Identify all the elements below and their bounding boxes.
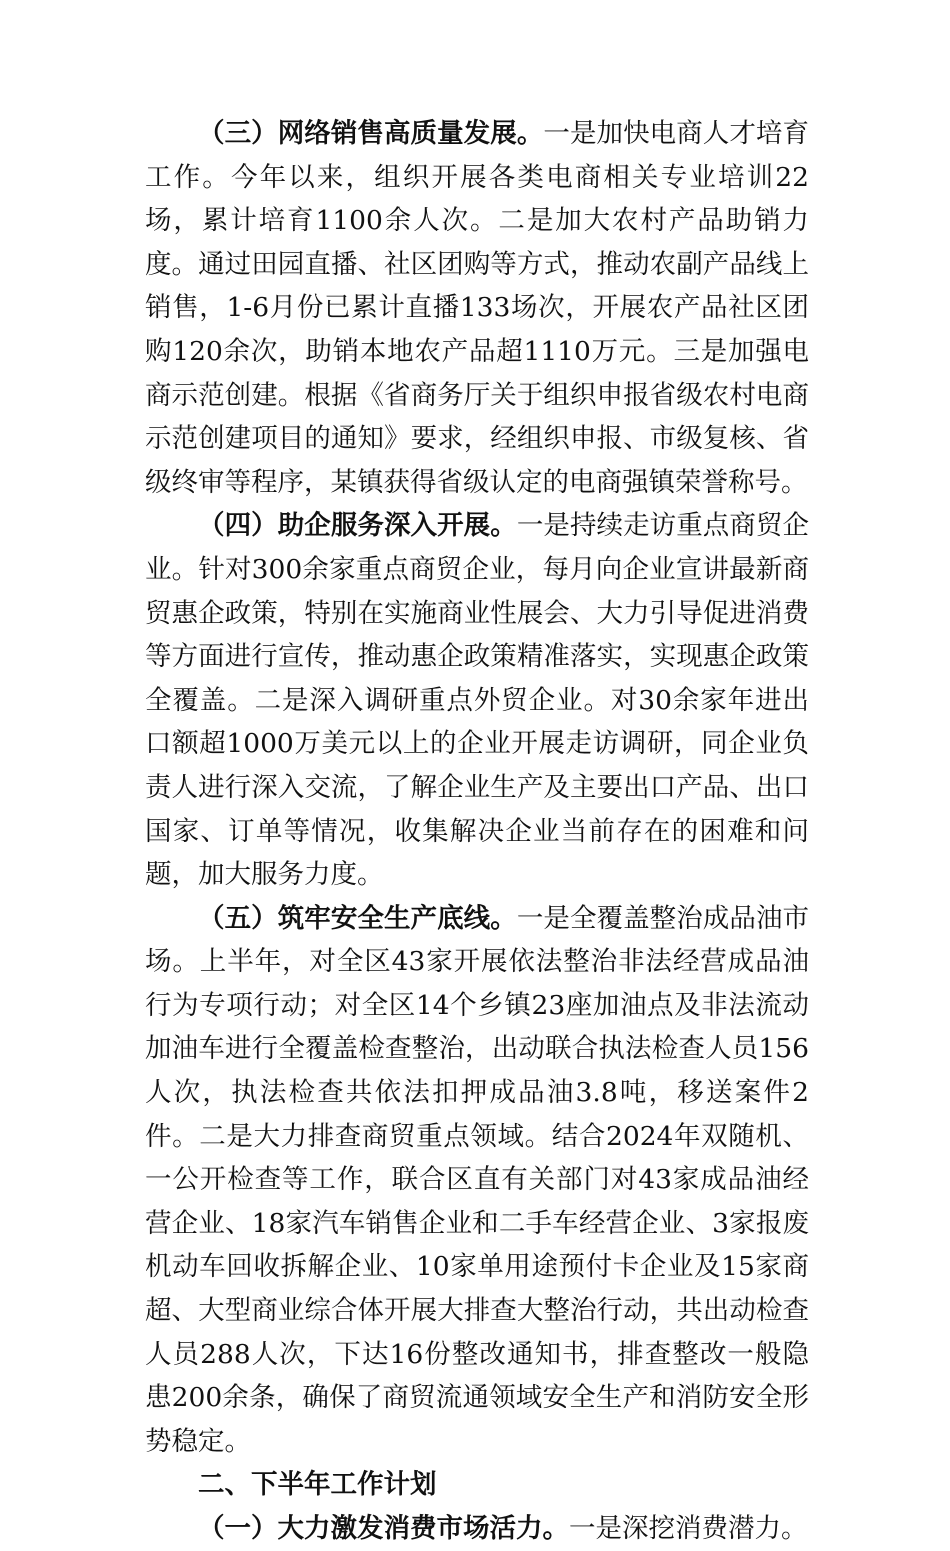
- paragraph-body: 一是深挖消费潜力。: [569, 1513, 808, 1544]
- paragraph-lead: （三）网络销售高质量发展。: [198, 118, 544, 149]
- paragraph-consumption-market: [145, 1507, 809, 1551]
- paragraph-enterprise-service: [145, 504, 809, 896]
- paragraph-body: 一是加快电商人才培育工作。今年以来，组织开展各类电商相关专业培训22场，累计培育1100余人次。二是加大农村产品助销力度。通过田园直播、社区团购等方式，推动农副产品线上销售，1-6月份已累计直播133场次，开展农产品社区团购120余次，助销本地农产品超1110万元。三是加强电商示范创建。根据《省商务厅关于组织申报省级农村电商示范创建项目的通知》要求，经组织申报、市级复核、省级终审等程序，某镇获得省级认定的电商强镇荣誉称号。: [145, 118, 810, 498]
- paragraph-body: 一是全覆盖整治成品油市场。上半年，对全区43家开展依法整治非法经营成品油行为专项行动；对全区14个乡镇23座加油点及非法流动加油车进行全覆盖检查整治，出动联合执法检查人员156人次，执法检查共依法扣押成品油3.8吨，移送案件2件。二是大力排查商贸重点领域。结合2024年双随机、一公开检查等工作，联合区直有关部门对43家成品油经营企业、18家汽车销售企业和二手车经营企业、3家报废机动车回收拆解企业、10家单用途预付卡企业及15家商超、大型商业综合体开展大排查大整治行动，共出动检查人员288人次，下达16份整改通知书，排查整改一般隐患200余条，确保了商贸流通领域安全生产和消防安全形势稳定。: [145, 902, 810, 1457]
- paragraph-lead: （一）大力激发消费市场活力。: [198, 1513, 569, 1544]
- paragraph-body: 一是持续走访重点商贸企业。针对300余家重点商贸企业，每月向企业宣讲最新商贸惠企政策，特别在实施商业性展会、大力引导促进消费等方面进行宣传，推动惠企政策精准落实，实现惠企政策全覆盖。二是深入调研重点外贸企业。对30余家年进出口额超1000万美元以上的企业开展走访调研，同企业负责人进行深入交流，了解企业生产及主要出口产品、出口国家、订单等情况，收集解决企业当前存在的困难和问题，加大服务力度。: [145, 510, 810, 891]
- document-page: [145, 112, 809, 1551]
- paragraph-safety-production: [145, 897, 809, 1464]
- section-heading: 二、下半年工作计划: [198, 1469, 437, 1501]
- paragraph-lead: （五）筑牢安全生产底线。: [198, 902, 517, 934]
- paragraph-lead: （四）助企服务深入开展。: [198, 510, 517, 542]
- paragraph-online-sales: [145, 112, 809, 504]
